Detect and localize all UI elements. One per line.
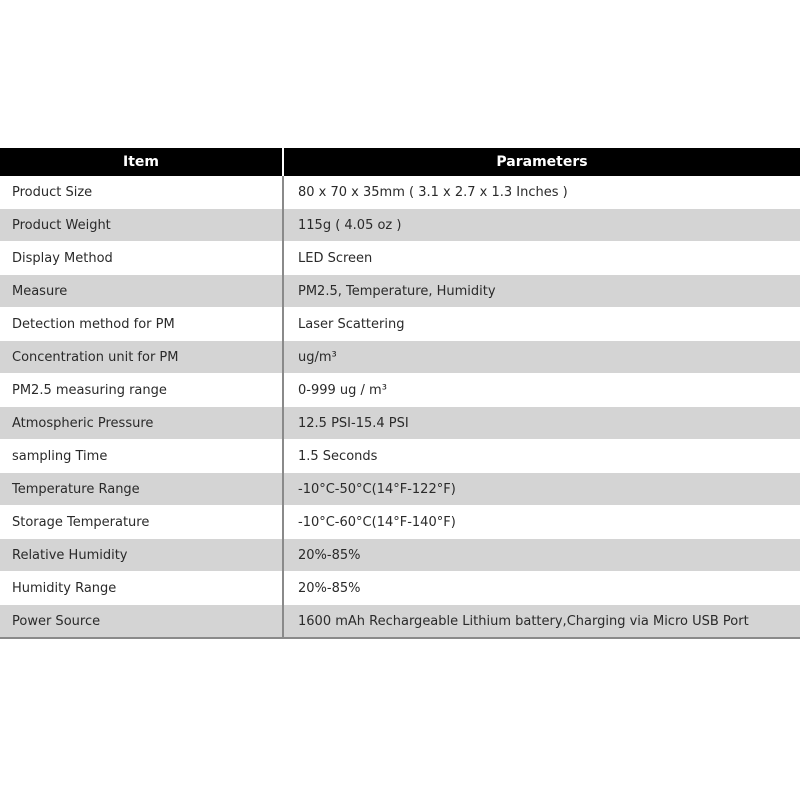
specifications-table — [0, 148, 800, 639]
table-row — [0, 440, 800, 473]
row-value: ug/m³ — [283, 341, 800, 374]
table-header — [0, 148, 800, 176]
header-parameters: Parameters — [283, 148, 800, 176]
row-label: Atmospheric Pressure — [0, 407, 283, 440]
table-row — [0, 539, 800, 572]
row-value: -10°C-60°C(14°F-140°F) — [283, 506, 800, 539]
row-value: 20%-85% — [283, 572, 800, 605]
row-label: Storage Temperature — [0, 506, 283, 539]
row-label: sampling Time — [0, 440, 283, 473]
table-row — [0, 209, 800, 242]
header-row — [0, 148, 800, 176]
row-label: Relative Humidity — [0, 539, 283, 572]
row-value: LED Screen — [283, 242, 800, 275]
row-value: -10°C-50°C(14°F-122°F) — [283, 473, 800, 506]
table-row — [0, 605, 800, 639]
row-label: Product Size — [0, 176, 283, 209]
table-row — [0, 308, 800, 341]
row-value: PM2.5, Temperature, Humidity — [283, 275, 800, 308]
table-row — [0, 242, 800, 275]
row-value: 80 x 70 x 35mm ( 3.1 x 2.7 x 1.3 Inches ) — [283, 176, 800, 209]
table-row — [0, 572, 800, 605]
header-item: Item — [0, 148, 283, 176]
row-value: Laser Scattering — [283, 308, 800, 341]
row-value: 12.5 PSI-15.4 PSI — [283, 407, 800, 440]
row-label: Concentration unit for PM — [0, 341, 283, 374]
row-label: Power Source — [0, 605, 283, 639]
table-row — [0, 341, 800, 374]
table-row — [0, 473, 800, 506]
table-row — [0, 407, 800, 440]
row-value: 1600 mAh Rechargeable Lithium battery,Charging via Micro USB Port — [283, 605, 800, 639]
row-value: 1.5 Seconds — [283, 440, 800, 473]
row-label: PM2.5 measuring range — [0, 374, 283, 407]
table-row — [0, 275, 800, 308]
row-label: Display Method — [0, 242, 283, 275]
table-body — [0, 176, 800, 638]
table-row — [0, 176, 800, 209]
row-label: Temperature Range — [0, 473, 283, 506]
row-value: 115g ( 4.05 oz ) — [283, 209, 800, 242]
table-row — [0, 506, 800, 539]
row-label: Humidity Range — [0, 572, 283, 605]
row-label: Product Weight — [0, 209, 283, 242]
row-label: Detection method for PM — [0, 308, 283, 341]
row-value: 0-999 ug / m³ — [283, 374, 800, 407]
row-label: Measure — [0, 275, 283, 308]
row-value: 20%-85% — [283, 539, 800, 572]
table-row — [0, 374, 800, 407]
